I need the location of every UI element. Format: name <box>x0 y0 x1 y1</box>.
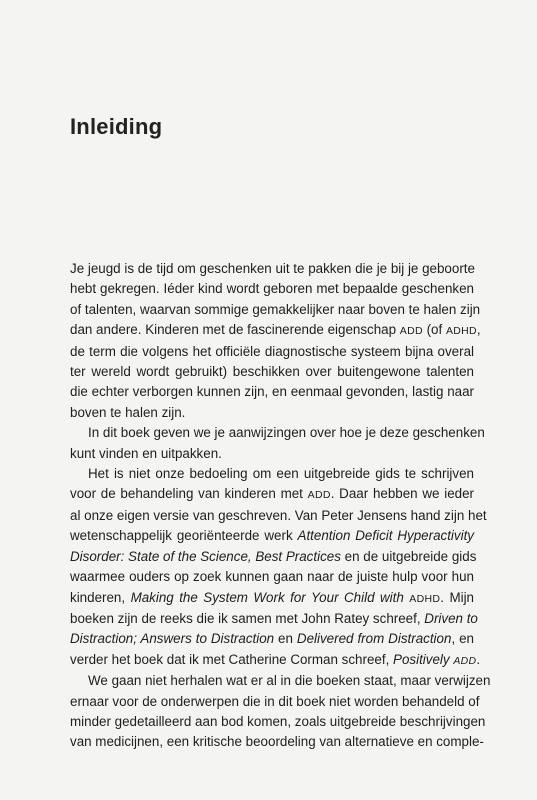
text-line <box>70 259 474 279</box>
abbreviation: ADD <box>453 654 477 667</box>
body-text <box>70 259 491 753</box>
text-run: We gaan niet herhalen wat er al in die boeken staat, maar verwijzen <box>88 673 491 689</box>
text-line <box>70 712 486 732</box>
text-line <box>70 320 481 341</box>
text-run: . Mijn <box>440 589 474 605</box>
text-run: Het is niet onze bedoeling om een uitgebreide gids te schrijven <box>88 466 474 482</box>
text-run: verder het boek dat ik met Catherine Corman schreef, <box>70 651 394 667</box>
text-run: of talenten, waarvan sommige gemakkelijker naar boven te halen zijn <box>70 301 481 317</box>
text-run: en de uitgebreide gids <box>340 548 477 564</box>
abbreviation: ADHD <box>409 592 441 605</box>
text-run: van medicijnen, een kritische beoordeling van alternatieve en comple- <box>70 734 484 750</box>
text-run: Je jeugd is de tijd om geschenken uit te pakken die je bij je geboorte <box>70 261 475 276</box>
text-run: , <box>476 322 481 338</box>
text-run: hebt gekregen. Iéder kind wordt geboren met bepaalde geschenken <box>70 281 474 297</box>
text-run: minder gedetailleerd aan bod komen, zoals uitgebreide beschrijvingen <box>70 713 486 729</box>
book-title: Delivered from Distraction <box>296 631 452 647</box>
text-line <box>70 671 491 691</box>
text-run: In dit boek geven we je aanwijzingen over hoe je deze geschenken <box>88 425 485 441</box>
text-run: ter wereld wordt gebruikt) beschikken over buitengewone talenten <box>70 364 474 380</box>
text-line <box>70 650 481 671</box>
text-line <box>70 382 474 402</box>
text-line <box>70 484 474 505</box>
text-run: boven te halen zijn. <box>70 404 186 420</box>
text-run: ernaar voor de onderwerpen die in dit boek niet worden behandeld of <box>70 693 480 709</box>
text-line <box>70 423 485 443</box>
book-title: Positively <box>393 651 454 667</box>
text-line <box>70 732 484 752</box>
text-run: de term die volgens het officiële diagnostische systeem bijna overal <box>70 343 474 359</box>
text-line <box>70 609 478 629</box>
text-run: waarmee ouders op zoek kunnen gaan naar de juiste hulp voor hun <box>70 569 474 585</box>
text-run: al onze eigen versie van geschreven. Van Peter Jensens hand zijn het <box>70 507 487 523</box>
text-run: , en <box>451 631 475 647</box>
text-run: voor de behandeling van kinderen met <box>70 486 308 502</box>
text-run: . <box>476 651 481 667</box>
abbreviation: ADD <box>307 489 331 502</box>
text-line <box>70 444 474 464</box>
book-title: Attention Deficit Hyperactivity <box>297 528 474 544</box>
text-line <box>70 362 474 382</box>
text-line <box>70 300 481 320</box>
text-run: boeken zijn de reeks die ik samen met John Ratey schreef, <box>70 610 425 626</box>
text-line <box>70 464 474 484</box>
text-run: kinderen, <box>70 589 131 605</box>
book-title: Distraction; Answers to Distraction <box>70 631 275 647</box>
text-line <box>70 588 474 609</box>
book-title: Making the System Work for Your Child with <box>130 589 410 605</box>
abbreviation: ADD <box>399 325 423 338</box>
text-run: kunt vinden en uitpakken. <box>70 445 222 461</box>
text-run: en <box>274 631 297 647</box>
text-line <box>70 567 474 587</box>
text-run: die echter verborgen kunnen zijn, en eenmaal gevonden, lastig naar <box>70 384 474 400</box>
text-line <box>70 629 474 649</box>
chapter-title: Inleiding <box>70 114 163 139</box>
text-run: dan andere. Kinderen met de fascinerende eigenschap <box>70 322 400 338</box>
text-line <box>70 279 474 299</box>
text-line <box>70 342 474 362</box>
abbreviation: ADHD <box>445 325 477 338</box>
text-line <box>70 526 474 546</box>
text-line <box>70 403 474 423</box>
text-run: (of <box>422 322 446 338</box>
text-line <box>70 547 477 567</box>
text-line <box>70 506 487 526</box>
text-line <box>70 692 480 712</box>
text-run: . Daar hebben we ieder <box>330 486 474 502</box>
text-run: wetenschappelijk georiënteerde werk <box>70 528 298 544</box>
book-title: Disorder: State of the Science, Best Practices <box>70 548 341 564</box>
book-title: Driven to <box>424 610 478 626</box>
